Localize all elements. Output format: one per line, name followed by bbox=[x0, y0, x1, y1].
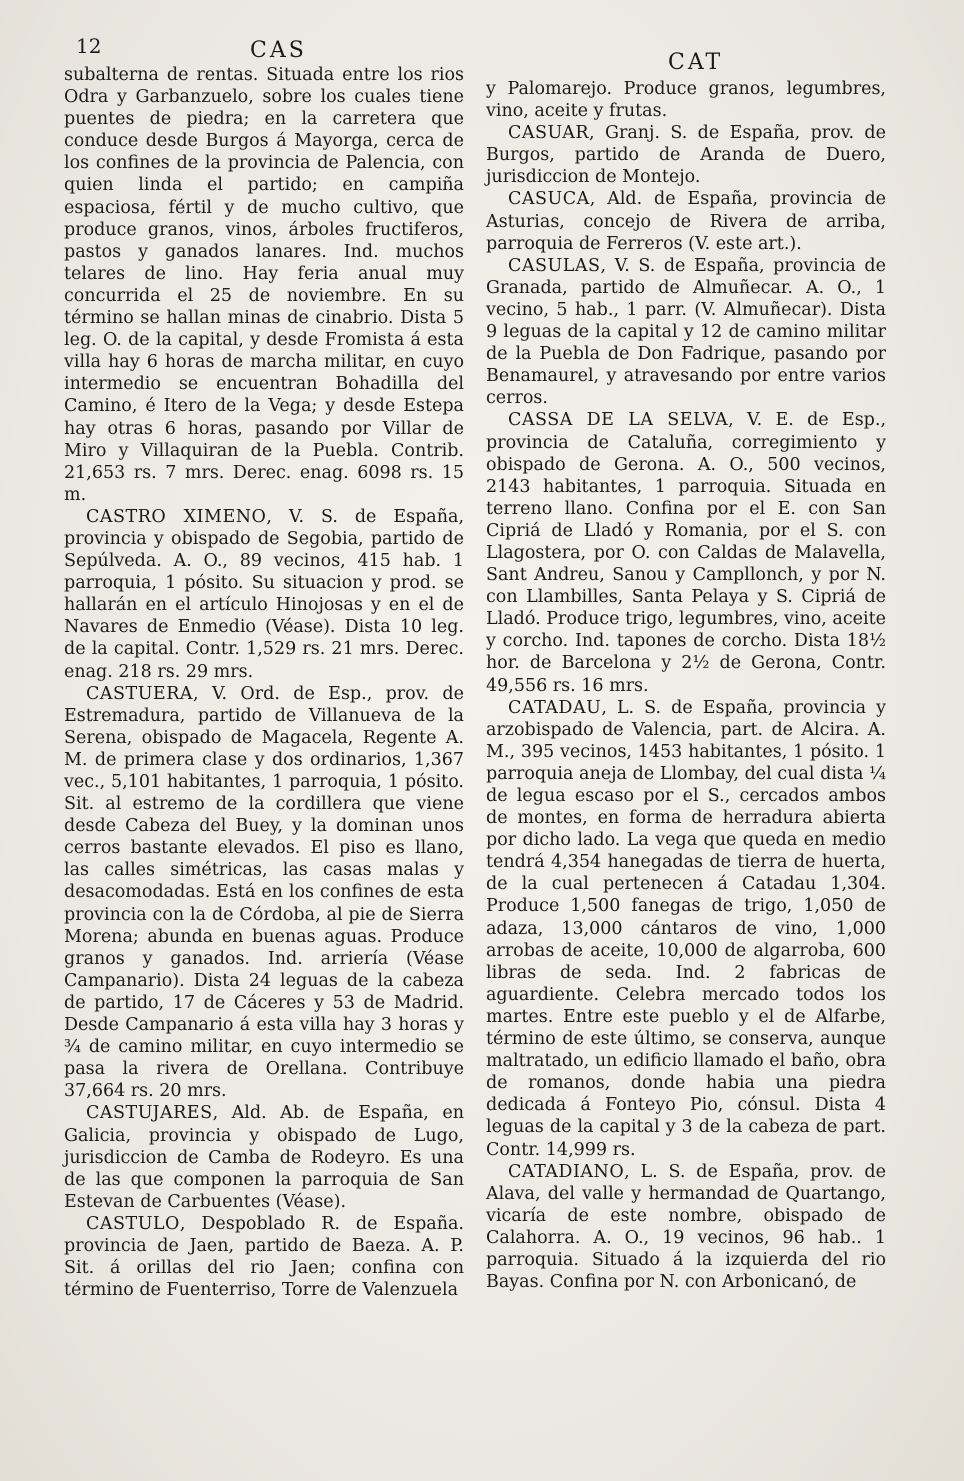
headword: CASTUJARES bbox=[86, 1103, 213, 1124]
running-head-right: CAT bbox=[668, 50, 724, 75]
headword: CASTRO XIMENO bbox=[86, 506, 267, 527]
page-number: 12 bbox=[76, 34, 102, 58]
headword: CATADAU bbox=[508, 697, 602, 718]
headword: CASUCA bbox=[508, 189, 590, 210]
dictionary-entry bbox=[486, 409, 886, 696]
entry-text: , V. S. de España, provincia y obispado de Segobia, partido de Sepúlveda. A. O., 89 vecinos, 415 hab. 1 parroquia, 1 pósito. Su situacion y prod. se hallarán en el artículo Hinojosas y en el de Navares de Enmedio (Véase). Dista 10 leg. de la capital. Contr. 1,529 rs. 21 mrs. Derec. enag. 218 rs. 29 mrs. bbox=[64, 506, 465, 682]
dictionary-entry bbox=[64, 506, 464, 683]
dictionary-entry bbox=[486, 697, 886, 1161]
entry-text: , Ald. Ab. de España, en Galicia, provincia y obispado de Lugo, jurisdiccion de Camba de Rodeyro. Es una de las que componen la parroquia de San Estevan de Carbuentes (Véase). bbox=[64, 1103, 464, 1212]
entry-text: , Granj. S. de España, prov. de Burgos, partido de Aranda de Duero, jurisdiccion de Montejo. bbox=[486, 123, 886, 188]
entry-text: , V. Ord. de Esp., prov. de Estremadura, partido de Villanueva de la Serena, obispado de Magacela, Regente A. M. de primera clase y dos ordinarios, 1,367 vec., 5,101 habitantes, 1 parroquia, 1 pósito. Sit. al estremo de la cordillera que viene desde Cabeza del Buey, y la dominan unos cerros bastante elevados. El piso es llano, las calles simétricas, las casas malas y desacomodadas. Está en los confines de esta provincia con la de Córdoba, al pie de Sierra Morena; abunda en buenas aguas. Produce granos y ganados. Ind. arriería (Véase Campanario). Dista 24 leguas de la cabeza de partido, 17 de Cáceres y 53 de Madrid. Desde Campanario á esta villa hay 3 horas y ¾ de camino militar, en cuyo intermedio se pasa la rivera de Orellana. Contribuye 37,664 rs. 20 mrs. bbox=[64, 683, 464, 1102]
dictionary-entry bbox=[486, 1161, 886, 1294]
dictionary-entry bbox=[486, 122, 886, 188]
headword: CASSA DE LA SELVA bbox=[508, 410, 729, 431]
entry-text: , L. S. de España, provincia y arzobispado de Valencia, part. de Alcira. A. M., 395 vecinos, 1453 habitantes, 1 pósito. 1 parroquia aneja de Llombay, del cual dista ¼ de legua escaso por el S., cercados ambos de montes, en forma de herradura abierta por dicho lado. La vega que queda en medio tendrá 4,354 hanegadas de tierra de huerta, de la cual pertenecen á Catadau 1,304. Produce 1,500 fanegas de trigo, 1,050 de adaza, 13,000 cántaros de vino, 1,000 arrobas de aceite, 10,000 de algarroba, 600 libras de seda. Ind. 2 fabricas de aguardiente. Celebra mercado todos los martes. Entre este pueblo y el de Alfarbe, término de este último, se conserva, aunque maltratado, un edificio llamado el baño, obra de romanos, donde habia una piedra dedicada á Fonteyo Pio, cónsul. Dista 4 leguas de la capital y 3 de la cabeza de part. Contr. 14,999 rs. bbox=[486, 697, 886, 1160]
left-column bbox=[64, 64, 464, 1301]
dictionary-entry bbox=[64, 683, 464, 1103]
dictionary-entry: subalterna de rentas. Situada entre los rios Odra y Garbanzuelo, sobre los cuales tiene puentes de piedra; en la carretera que conduce desde Burgos á Mayorga, cerca de los confines de la provincia de Palencia, con quien linda el partido; en campiña espaciosa, fértil y de mucho cultivo, que produce granos, vinos, árboles fructiferos, pastos y ganados lanares. Ind. muchos telares de lino. Hay feria anual muy concurrida el 25 de noviembre. En su término se hallan minas de cinabrio. Dista 5 leg. O. de la capital, y desde Fromista á esta villa hay 6 horas de marcha militar, en cuyo intermedio se encuentran Bohadilla del Camino, é Itero de la Vega; y desde Estepa hay otras 6 horas, pasando por Villar de Miro y Villaquiran de la Puebla. Contrib. 21,653 rs. 7 mrs. Derec. enag. 6098 rs. 15 m. bbox=[64, 65, 464, 505]
entry-text: , V. S. de España, provincia de Granada, partido de Almuñecar. A. O., 1 vecino, 5 hab., 1 parr. (V. Almuñecar). Dista 9 leguas de la capital y 12 de camino militar de la Puebla de Don Fadrique, pasando por Benamaurel, y atravesando por entre varios cerros. bbox=[486, 255, 886, 409]
dictionary-entry bbox=[486, 188, 886, 254]
headword: CASUAR bbox=[508, 123, 590, 144]
headword: CASTUERA bbox=[86, 683, 194, 704]
entry-text: , V. E. de Esp., provincia de Cataluña, corregimiento y obispado de Gerona. A. O., 500 vecinos, 2143 habitantes, 1 parroquia. Situada en terreno llano. Confina por el E. con San Cipriá de Lladó y Romania, por el S. con Llagostera, por O. con Caldas de Malavella, Sant Andreu, Sanou y Campllonch, y por N. con Llambilles, Santa Pelaya y S. Cipriá de Lladó. Produce trigo, legumbres, vino, aceite y corcho. Ind. tapones de corcho. Dista 18½ hor. de Barcelona y 2½ de Gerona, Contr. 49,556 rs. 16 mrs. bbox=[486, 410, 887, 696]
entry-text: , Ald. de España, provincia de Asturias, concejo de Rivera de arriba, parroquia de Ferreros (V. este art.). bbox=[486, 189, 886, 254]
headword: CASTULO bbox=[86, 1213, 180, 1234]
entry-text: , L. S. de España, prov. de Alava, del valle y hermandad de Quartango, vicaría de este nombre, obispado de Calahorra. A. O., 19 vecinos, 96 hab.. 1 parroquia. Situado á la izquierda del rio Bayas. Confina por N. con Arbonicanó, de bbox=[486, 1161, 886, 1293]
dictionary-entry bbox=[64, 1213, 464, 1301]
entry-text: , Despoblado R. de España. provincia de Jaen, partido de Baeza. A. P. Sit. á orillas del rio Jaen; confina con término de Fuenterriso, Torre de Valenzuela bbox=[64, 1213, 464, 1301]
dictionary-entry bbox=[486, 255, 886, 410]
right-column bbox=[486, 78, 886, 1293]
dictionary-entry bbox=[64, 1102, 464, 1212]
headword: CASULAS bbox=[508, 255, 601, 276]
running-head-left: CAS bbox=[250, 38, 307, 63]
dictionary-entry: y Palomarejo. Produce granos, legumbres, vino, aceite y frutas. bbox=[486, 79, 886, 122]
headword: CATADIANO bbox=[508, 1161, 625, 1182]
